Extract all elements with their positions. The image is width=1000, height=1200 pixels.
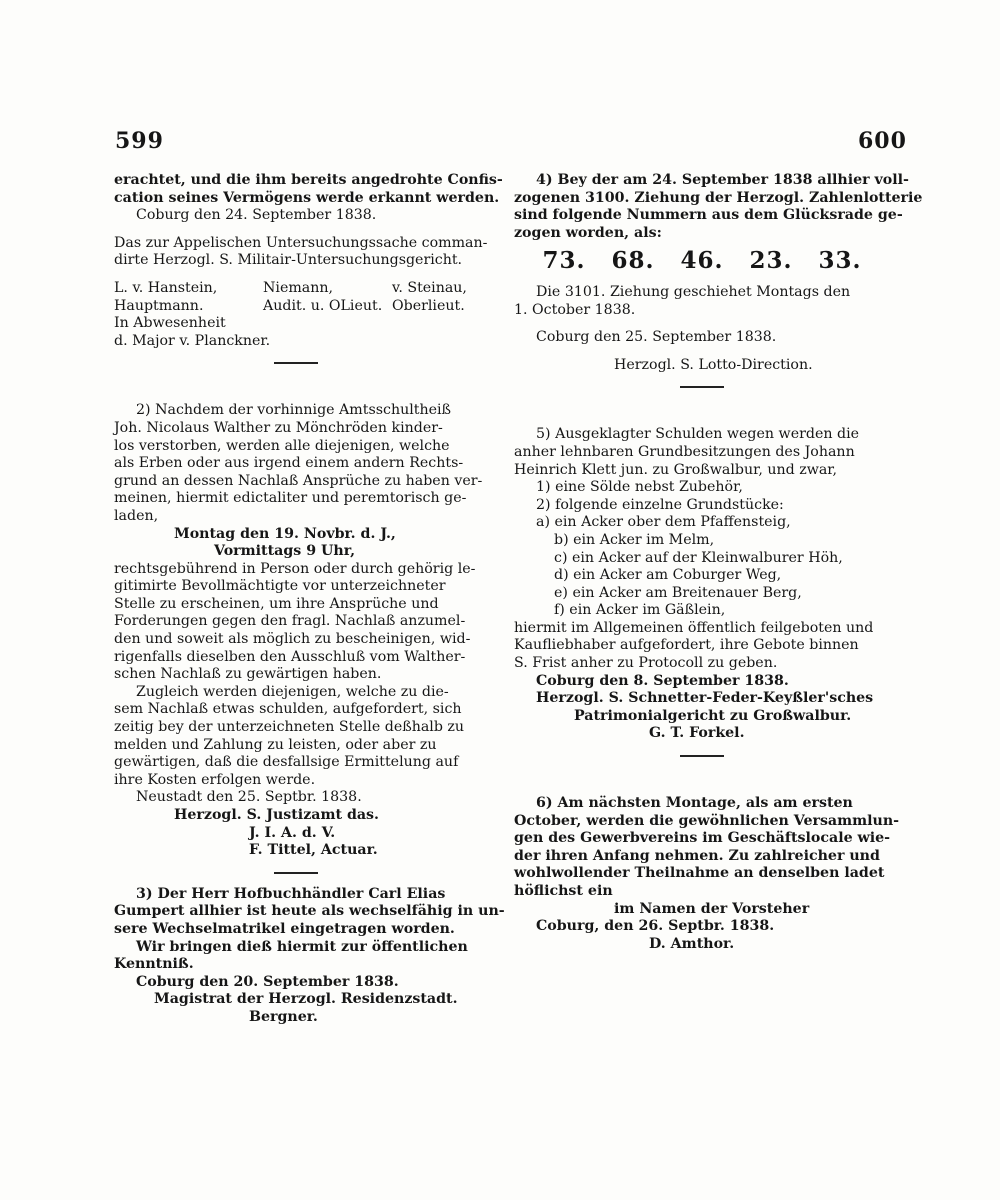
section-divider [680,386,724,388]
text-line: F. Tittel, Actuar. [249,842,378,859]
notice-4-signature: Herzogl. S. Lotto-Direction. [614,356,813,373]
text-line: erachtet, und die ihm bereits angedrohte Confis- [114,172,503,188]
notice-5-signature [514,690,890,743]
text-line: Patrimonialgericht zu Großwalbur. [574,707,852,724]
list-item: d) ein Acker am Coburger Weg, [554,567,782,584]
notice-2-debtors [114,684,490,790]
signature-rank: Audit. u. OLieut. [263,297,383,314]
notice-4-next-draw [514,284,890,319]
text-line: rigenfalls dieselben den Ausschluß vom Walther- [114,648,466,665]
text-line: Coburg, den 26. Septbr. 1838. [536,918,775,935]
notice-6-signature [514,901,890,954]
text-line: zeitig bey der unterzeichneten Stelle deßhalb zu [114,719,465,736]
text-line: Joh. Nicolaus Walther zu Mönchröden kinder- [114,419,443,436]
text-line: Magistrat der Herzogl. Residenzstadt. [154,991,458,1008]
text-line: höflichst ein [514,883,613,899]
text-line: gewärtigen, daß die desfallsige Ermittelung auf [114,754,459,771]
text-line: d. Major v. Planckner. [114,332,271,349]
text-line: 2) Nachdem der vorhinnige Amtsschultheiß [136,402,452,419]
signature-name: Niemann, [263,279,334,296]
right-column [514,172,923,953]
text-line: zogen worden, als: [514,224,662,241]
notice-5-body [514,620,890,673]
signature-name: L. v. Hanstein, [114,279,218,296]
text-line: Wir bringen dieß hiermit zur öffentlichen [136,938,468,955]
text-line: los verstorben, werden alle diejenigen, welche [114,437,450,454]
text-line: meinen, hiermit edictaliter und peremtorisch ge- [114,490,467,507]
lottery-numbers [514,247,890,275]
text-line: cation seines Vermögens werde erkannt werden. [114,189,500,206]
text-line: 6) Am nächsten Montage, als am ersten [536,795,853,812]
text-line: In Abwesenheit [114,315,226,332]
list-item: c) ein Acker auf der Kleinwalburer Höh, [554,549,843,566]
text-line: als Erben oder aus irgend einem andern Rechts- [114,455,464,472]
text-line: dirte Herzogl. S. Militair-Untersuchungsgericht. [114,252,463,269]
notice-6-text [514,795,900,901]
notice-2-signature [114,807,490,860]
notice-3-signature [114,991,490,1026]
text-line: J. I. A. d. V. [249,824,336,841]
text-line: wohlwollender Theilnahme an denselben ladet [514,865,885,882]
text-line: 3) Der Herr Hofbuchhändler Carl Elias [136,885,446,902]
lottery-number: 33. [818,247,862,275]
signature-row [114,298,490,316]
signature-name: v. Steinau, [392,279,467,296]
text-line: D. Amthor. [649,935,735,952]
page-number-right: 600 [858,128,907,154]
text-line: gitimirte Bevollmächtigte vor unterzeichneter [114,578,446,595]
notice-1-signatures [114,280,490,350]
notice-2-text [114,402,490,525]
lottery-number: 23. [749,247,793,275]
text-line: hiermit im Allgemeinen öffentlich feilgeboten und [514,619,874,636]
text-line: Das zur Appelischen Untersuchungssache comman- [114,234,488,251]
notice-2-place-date: Neustadt den 25. Septbr. 1838. [136,789,362,806]
text-line: Heinrich Klett jun. zu Großwalbur, und zwar, [514,461,838,478]
left-column [114,172,505,1027]
text-line: zogenen 3100. Ziehung der Herzogl. Zahlenlotterie [514,189,923,206]
text-line: October, werden die gewöhnlichen Versammlun- [514,812,900,829]
text-line: G. T. Forkel. [649,725,745,742]
notice-5-text [514,426,890,479]
text-line: der ihren Anfang nehmen. Zu zahlreicher und [514,847,880,864]
lottery-number: 46. [680,247,724,275]
page-number-left: 599 [115,128,164,154]
notice-3-place-date: Coburg den 20. September 1838. [136,973,399,990]
text-line: Herzogl. S. Justizamt das. [174,807,379,823]
text-line: Gumpert allhier ist heute als wechselfähig in un- [114,903,505,920]
notice-2-date [114,526,490,561]
list-item: e) ein Acker am Breitenauer Berg, [554,584,802,601]
text-line: ihre Kosten erfolgen werde. [114,771,316,788]
list-item: 1) eine Sölde nebst Zubehör, [536,479,743,496]
signature-row [114,280,490,298]
text-line: Herzogl. S. Schnetter-Feder-Keyßler'sches [536,690,874,707]
notice-4-place-date: Coburg den 25. September 1838. [536,329,777,346]
list-item: f) ein Acker im Gäßlein, [554,602,726,619]
notice-5-place-date: Coburg den 8. September 1838. [536,672,789,689]
text-line: schen Nachlaß zu gewärtigen haben. [114,666,382,683]
text-line: Die 3101. Ziehung geschiehet Montags den [536,283,851,300]
text-line: sind folgende Nummern aus dem Glücksrade ge- [514,207,903,224]
text-line: Kenntniß. [114,956,194,973]
text-line: sere Wechselmatrikel eingetragen worden. [114,920,455,937]
text-line: Coburg den 24. September 1838. [136,207,377,224]
text-line: Zugleich werden diejenigen, welche zu die- [136,683,449,700]
lottery-number: 68. [611,247,655,275]
list-item: b) ein Acker im Melm, [554,531,715,548]
text-line: Montag den 19. Novbr. d. J., [174,525,396,542]
text-line: laden, [114,507,159,524]
text-line: Bergner. [249,1008,318,1025]
notice-4-text [514,172,923,242]
notice-5-list [514,479,890,620]
signature-rank: Oberlieut. [392,297,465,314]
list-item: a) ein Acker ober dem Pfaffensteig, [536,514,791,531]
text-line: Vormittags 9 Uhr, [214,543,356,560]
notice-1-court [114,235,490,270]
text-line: grund an dessen Nachlaß Ansprüche zu haben ver- [114,472,483,489]
notice-2-body [114,561,490,684]
text-line: sem Nachlaß etwas schulden, aufgefordert, sich [114,701,462,718]
text-line: Kaufliebhaber aufgefordert, ihre Gebote binnen [514,637,859,654]
lottery-number: 73. [542,247,586,275]
text-line: rechtsgebührend in Person oder durch gehörig le- [114,560,476,577]
section-divider [680,755,724,757]
signature-rank: Hauptmann. [114,297,204,314]
list-item: 2) folgende einzelne Grundstücke: [536,496,784,513]
notice-1-text [114,172,503,225]
text-line: gen des Gewerbvereins im Geschäftslocale wie- [514,830,891,847]
text-line: den und soweit als möglich zu bescheinigen, wid- [114,631,471,648]
text-line: im Namen der Vorsteher [614,900,810,917]
text-line: melden und Zahlung zu leisten, oder aber zu [114,736,437,753]
section-divider [274,362,318,364]
text-line: Stelle zu erscheinen, um ihre Ansprüche und [114,595,439,612]
text-line: Forderungen gegen den fragl. Nachlaß anzumel- [114,613,466,630]
text-line: 4) Bey der am 24. September 1838 allhier voll- [536,172,909,188]
text-line: S. Frist anher zu Protocoll zu geben. [514,655,778,672]
text-line: 5) Ausgeklagter Schulden wegen werden die [536,426,860,443]
text-line: 1. October 1838. [514,301,636,318]
section-divider [274,872,318,874]
notice-3-text [114,885,505,974]
text-line: anher lehnbaren Grundbesitzungen des Johann [514,443,855,460]
